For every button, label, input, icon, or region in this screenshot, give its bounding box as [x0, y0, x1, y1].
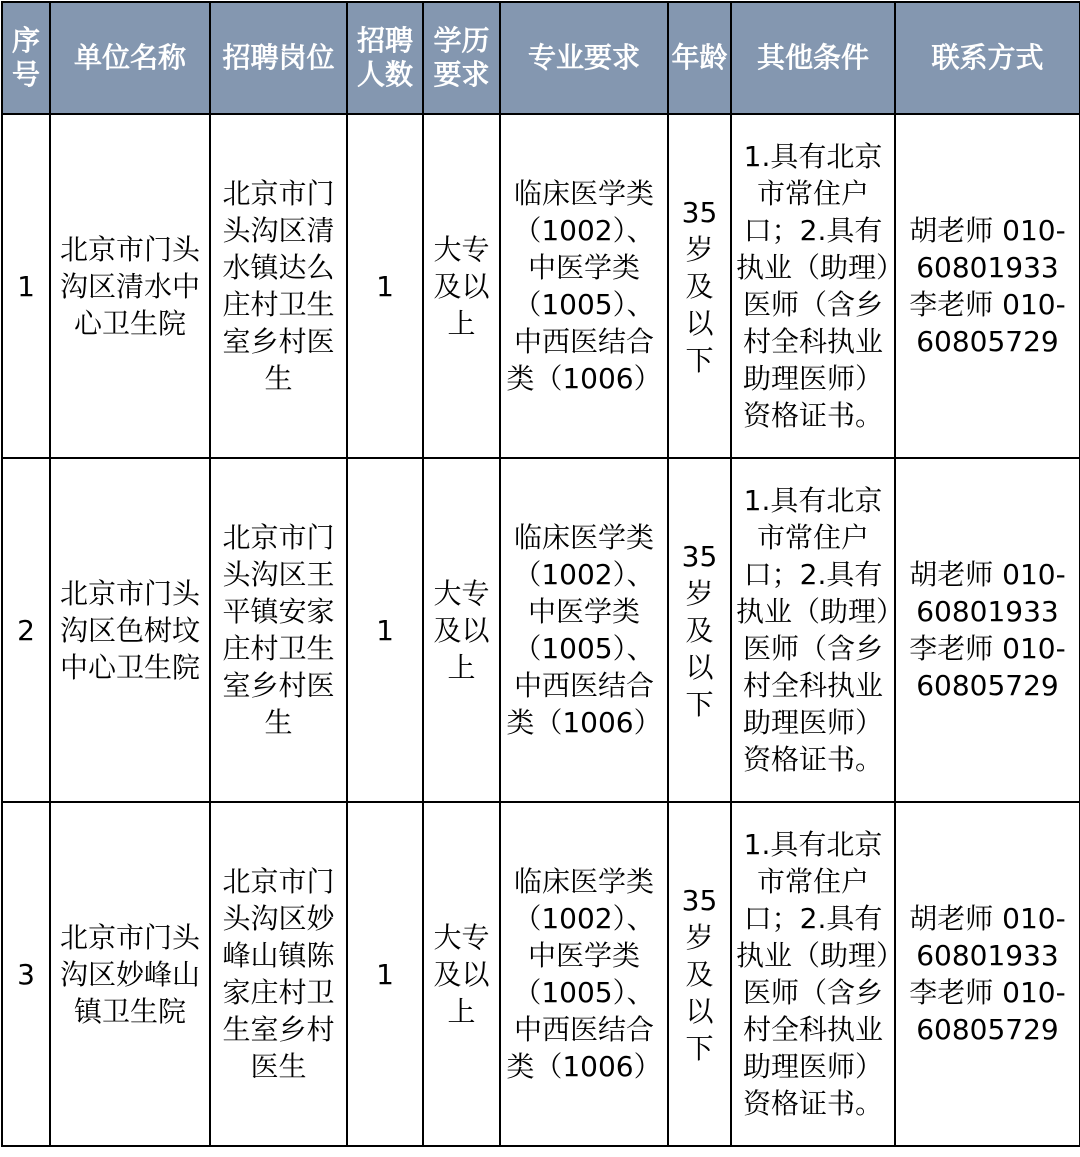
cell-unit: 北京市门头沟区妙峰山镇卫生院	[50, 802, 210, 1146]
table-row	[2, 802, 1080, 1146]
cell-contact: 胡老师 010-60801933 李老师 010-60805729	[895, 458, 1080, 802]
cell-education: 大专及以上	[423, 114, 500, 458]
header-position: 招聘岗位	[210, 2, 347, 114]
header-row	[2, 2, 1080, 114]
header-seq: 序号	[2, 2, 50, 114]
table-row	[2, 114, 1080, 458]
header-unit: 单位名称	[50, 2, 210, 114]
cell-age: 35岁及以下	[668, 802, 731, 1146]
header-age: 年龄	[668, 2, 731, 114]
cell-age: 35岁及以下	[668, 114, 731, 458]
cell-other: 1.具有北京市常住户口；2.具有执业（助理）医师（含乡村全科执业助理医师）资格证书。	[731, 458, 895, 802]
cell-education: 大专及以上	[423, 802, 500, 1146]
cell-major: 临床医学类（1002）、中医学类（1005）、中西医结合类（1006）	[500, 114, 668, 458]
cell-position: 北京市门头沟区清水镇达么庄村卫生室乡村医生	[210, 114, 347, 458]
header-contact: 联系方式	[895, 2, 1080, 114]
cell-major: 临床医学类（1002）、中医学类（1005）、中西医结合类（1006）	[500, 802, 668, 1146]
header-education: 学历要求	[423, 2, 500, 114]
cell-contact: 胡老师 010-60801933 李老师 010-60805729	[895, 802, 1080, 1146]
cell-age: 35岁及以下	[668, 458, 731, 802]
cell-position: 北京市门头沟区妙峰山镇陈家庄村卫生室乡村医生	[210, 802, 347, 1146]
cell-unit: 北京市门头沟区清水中心卫生院	[50, 114, 210, 458]
table-row	[2, 458, 1080, 802]
cell-seq: 1	[2, 114, 50, 458]
cell-count: 1	[347, 458, 423, 802]
cell-contact: 胡老师 010-60801933 李老师 010-60805729	[895, 114, 1080, 458]
cell-unit: 北京市门头沟区色树坟中心卫生院	[50, 458, 210, 802]
cell-seq: 2	[2, 458, 50, 802]
cell-major: 临床医学类（1002）、中医学类（1005）、中西医结合类（1006）	[500, 458, 668, 802]
cell-education: 大专及以上	[423, 458, 500, 802]
cell-other: 1.具有北京市常住户口；2.具有执业（助理）医师（含乡村全科执业助理医师）资格证书。	[731, 114, 895, 458]
cell-count: 1	[347, 114, 423, 458]
header-other: 其他条件	[731, 2, 895, 114]
cell-position: 北京市门头沟区王平镇安家庄村卫生室乡村医生	[210, 458, 347, 802]
cell-other: 1.具有北京市常住户口；2.具有执业（助理）医师（含乡村全科执业助理医师）资格证书。	[731, 802, 895, 1146]
header-major: 专业要求	[500, 2, 668, 114]
cell-seq: 3	[2, 802, 50, 1146]
header-count: 招聘人数	[347, 2, 423, 114]
recruitment-table	[1, 1, 1080, 1147]
cell-count: 1	[347, 802, 423, 1146]
